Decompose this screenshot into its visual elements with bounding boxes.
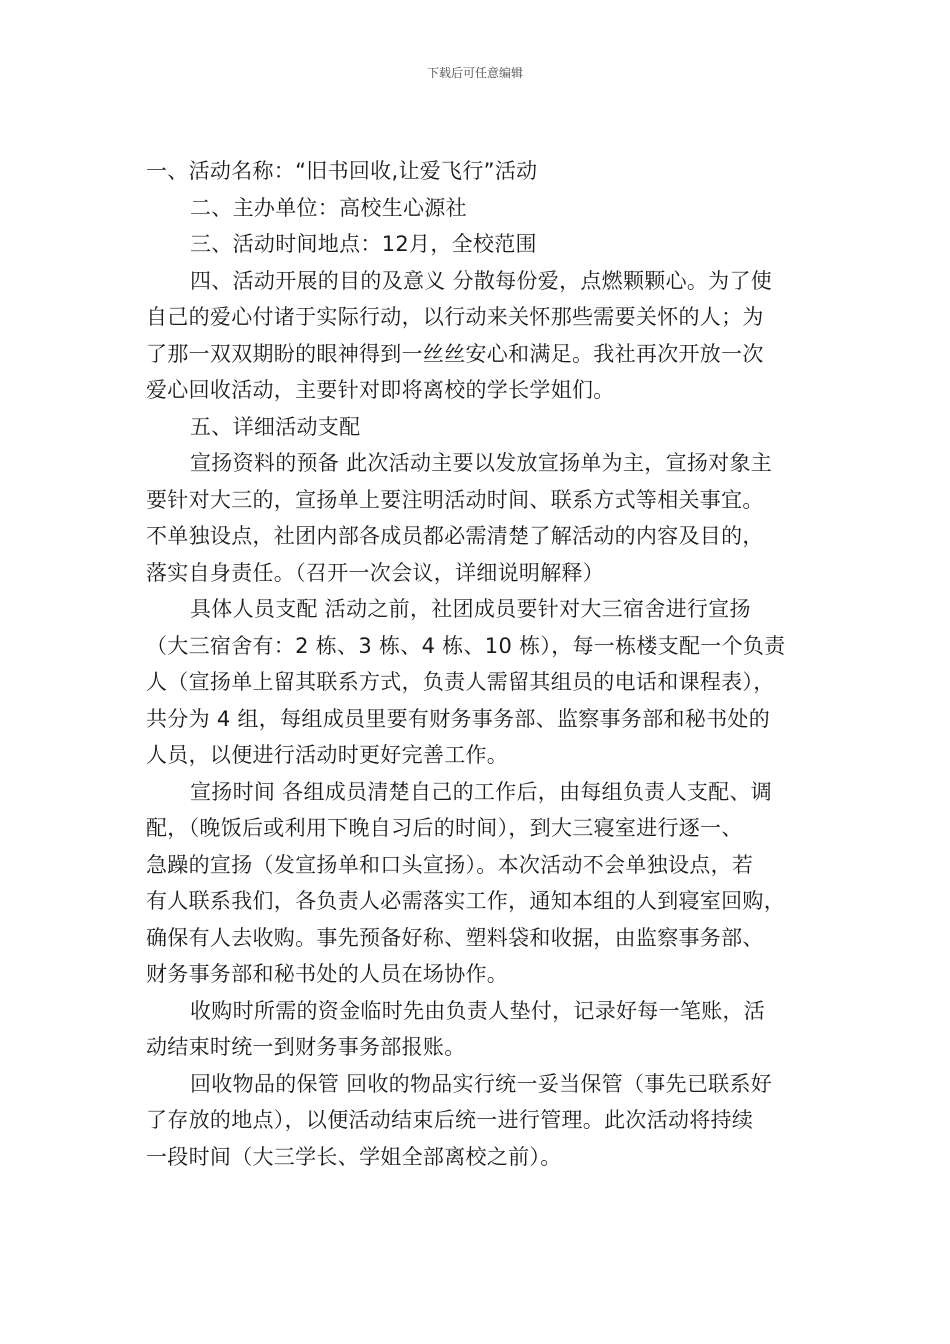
paragraph-line: 一段时间（大三学长、学姐全部离校之前）。	[146, 1144, 562, 1169]
time-place-line: 三、活动时间地点：12月，全校范围	[190, 232, 537, 256]
organizer-line: 二、主办单位：高校生心源社	[190, 195, 467, 220]
paragraph-line: 动结束时统一到财务事务部报账。	[146, 1035, 466, 1059]
page-header-note: 下载后可任意编辑	[426, 66, 523, 80]
paragraph-line: 配，（晚饭后或利用下晚自习后的时间），到大三寝室进行逐一、	[146, 816, 743, 840]
paragraph-line: 收购时所需的资金临时先由负责人垫付，记录好每一笔账，活	[190, 998, 766, 1023]
document-body	[146, 153, 814, 1175]
storage-paragraph	[146, 1066, 814, 1176]
paragraph-line: 确保有人去收购。事先预备好称、塑料袋和收据，由监察事务部、	[146, 925, 764, 950]
materials-paragraph	[146, 445, 814, 591]
paragraph-line: 回收物品的保管 回收的物品实行统一妥当保管（事先已联系好	[190, 1071, 773, 1096]
promotion-time-paragraph	[146, 774, 814, 993]
paragraph-line: 具体人员支配 活动之前，社团成员要针对大三宿舍进行宣扬	[190, 597, 751, 621]
paragraph-line: 急躁的宣扬（发宣扬单和口头宣扬）。本次活动不会单独设点，若	[146, 852, 754, 877]
activity-name-line: 一、活动名称：“旧书回收,让爱飞行”活动	[146, 159, 538, 183]
paragraph-line: 要针对大三的，宣扬单上要注明活动时间、联系方式等相关事宜。	[146, 487, 764, 512]
paragraph-line: 自己的爱心付诸于实际行动，以行动来关怀那些需要关怀的人；为	[146, 305, 764, 329]
paragraph-line: 宣扬资料的预备 此次活动主要以发放宣扬单为主，宣扬对象主	[190, 451, 773, 475]
paragraph-line: 宣扬时间 各组成员清楚自己的工作后，由每组负责人支配、调	[190, 779, 773, 804]
purpose-paragraph	[146, 263, 814, 409]
funds-paragraph	[146, 993, 814, 1066]
arrangement-heading: 五、详细活动支配	[190, 414, 361, 439]
paragraph-line: 四、活动开展的目的及意义 分散每份爱，点燃颗颗心。为了使	[190, 268, 773, 293]
paragraph-line: 财务事务部和秘书处的人员在场协作。	[146, 962, 509, 986]
paragraph-line: 落实自身责任。（召开一次会议，详细说明解释）	[146, 560, 605, 585]
paragraph-line: 人员，以便进行活动时更好完善工作。	[146, 743, 509, 767]
paragraph-line: 了存放的地点），以便活动结束后统一进行管理。此次活动将持续	[146, 1108, 754, 1132]
staff-paragraph	[146, 591, 814, 774]
paragraph-line: 共分为 4 组，每组成员里要有财务事务部、监察事务部和秘书处的	[146, 706, 771, 731]
paragraph-line: 爱心回收活动，主要针对即将离校的学长学姐们。	[146, 378, 615, 402]
paragraph-line: 不单独设点，社团内部各成员都必需清楚了解活动的内容及目的，	[146, 524, 764, 548]
paragraph-line: 了那一双双期盼的眼神得到一丝丝安心和满足。我社再次开放一次	[146, 341, 764, 366]
paragraph-line: （大三宿舍有：2 栋、3 栋、4 栋、10 栋），每一栋楼支配一个负责	[146, 633, 786, 658]
paragraph-line: 有人联系我们，各负责人必需落实工作，通知本组的人到寝室回购，	[146, 889, 785, 913]
paragraph-line: 人（宣扬单上留其联系方式，负责人需留其组员的电话和课程表），	[146, 670, 775, 694]
